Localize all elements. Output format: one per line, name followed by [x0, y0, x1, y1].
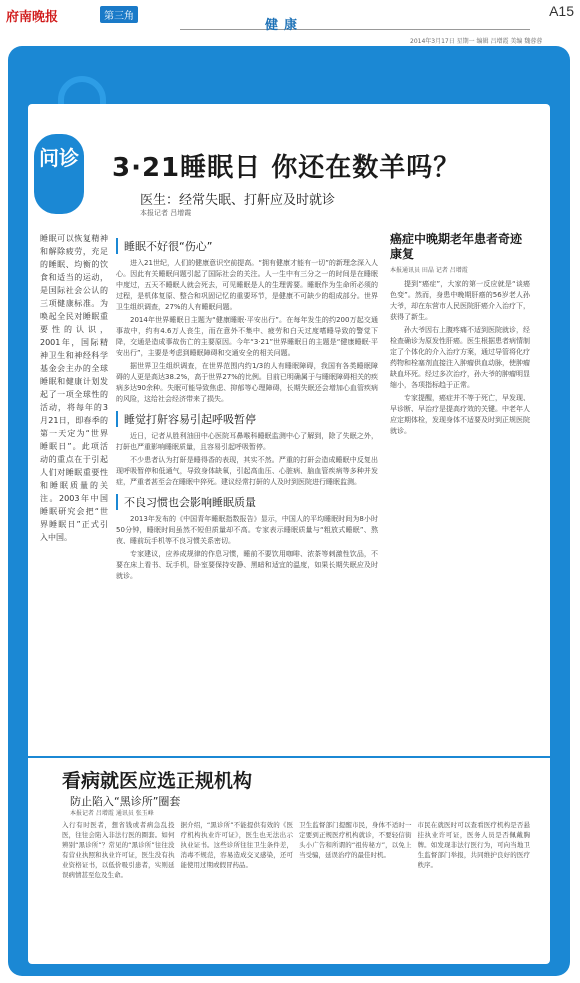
section-block — [116, 494, 378, 582]
paragraph: 近日，记者从胜利油田中心医院耳鼻喉科睡眠监测中心了解到，除了失眠之外，打鼾也严重影响睡眠质量，且容易引起呼吸暂停。 — [116, 432, 378, 451]
sidebar-article-title: 癌症中晚期老年患者奇迹康复 — [390, 232, 523, 261]
main-column — [116, 232, 378, 584]
lower-headline: 看病就医应选正规机构 — [62, 770, 253, 792]
newspaper-logo: 府南晚报 — [6, 10, 59, 25]
text-column: 卫生监督部门提醒市民，身体不适时一定要到正规医疗机构就诊，不要轻信街头小广告和所谓的“祖传秘方”，以免上当受骗，延误治疗的最佳时机。 — [299, 821, 412, 859]
paragraph: 进入21世纪，人们的健康意识空前提高。“拥有健康才能有一切”的新理念深入人心。因此有关睡眠问题引起了国际社会的关注。人一生中有三分之一的时间是在睡眠中度过，五天不睡眠人就会死去，可见睡眠是人的生理需要。睡眠作为生命所必须的过程，是机体复原、整合和巩固记忆的重要环节，是健康不可缺少的组成部分。世界卫生组织调查，27%的人有睡眠问题。 — [116, 259, 378, 311]
intro-sidebar: 睡眠可以恢复精神和解除疲劳，充足的睡眠、均衡的饮食和适当的运动，是国际社会公认的三项健康标准。为唤起全民对睡眠重要性的认识，2001年，国际精神卫生和神经科学基金会主办的全球睡眠和健康计划发起了一项全球性的活动，将每年的3月21日，即春季的第一天定为“世界睡眠日”。此项活动的重点在于引起人们对睡眠重要性和睡眠质量的关注。2003年中国睡眠研究会把“世界睡眠日”正式引入中国。 — [40, 234, 108, 542]
section-block — [116, 411, 378, 488]
section-heading: 睡眠不好很“伤心” — [116, 238, 378, 254]
paragraph: 不少患者认为打鼾是睡得香的表现，其实不然。严重的打鼾会造成睡眠中反复出现呼吸暂停和低通气，导致身体缺氧，引起高血压、心脏病、脑血管疾病等多种并发症，严重者甚至会在睡眠中猝死。建议经常打鼾的人及时到医院进行睡眠监测。 — [116, 456, 378, 486]
paragraph: 2014年世界睡眠日主题为“健康睡眠·平安出行”。在每年发生的约200万起交通事故中，约有4.6万人丧生，而在意外不集中、疲劳和白天过度嗜睡导致的警觉下降，交通是造成事故伤亡的主要原因。今年“3·21”世界睡眠日的主题是“健康睡眠·平安出行”，主要是考虑到睡眠障碍和交通安全的相关问题。 — [116, 316, 378, 357]
paragraph: 据世界卫生组织调查，在世界范围内约1/3的人有睡眠障碍，我国有各类睡眠障碍的人更是高达38.2%，高于世界27%的比例。目前已明确属于与睡眠障碍相关的疾病多达90余种。失眠可能导致焦虑、抑郁等心理障碍，长期失眠还会增加心血管疾病的风险，这给社会经济带来了损失。 — [116, 362, 378, 403]
section-title: 健康 — [265, 18, 304, 33]
text-column: 据介绍，“黑诊所”不能提供有效的《医疗机构执业许可证》，医生也无法出示执业证书。这些诊所往往卫生条件差，消毒不规范，容易造成交叉感染，还可能使用过期或假冒药品。 — [180, 821, 293, 869]
masthead — [0, 0, 580, 34]
article-subhead: 医生：经常失眠、打鼾应及时就诊 — [140, 193, 336, 208]
paragraph: 提到“癌症”，大家的第一反应就是“谈癌色变”。然而，身患中晚期肝癌的56岁老人孙大爷，却在东营市人民医院肝癌介入治疗下，获得了新生。 — [390, 280, 530, 321]
section-block — [116, 238, 378, 405]
consult-badge: 问诊 — [34, 134, 84, 214]
text-column: 市民在就医时可以查看医疗机构是否悬挂执业许可证，医务人员是否佩戴胸牌。如发现非法行医行为，可向当地卫生监督部门举报，共同维护良好的医疗秩序。 — [417, 821, 530, 869]
lower-subhead: 防止陷入“黑诊所”圈套 — [70, 795, 181, 808]
lower-columns — [62, 820, 530, 960]
paragraph: 专家提醒，癌症并不等于死亡，早发现、早诊断、早治疗是提高疗效的关键。中老年人应定期体检，发现身体不适要及时到正规医院就诊。 — [390, 394, 530, 435]
issue-meta: 2014年3月17日 星期一 编辑 吕增霞 美编 魏蓉蓉 — [410, 38, 543, 45]
article-headline: 3·21睡眠日 你还在数羊吗？ — [112, 153, 461, 183]
section-heading: 睡觉打鼾容易引起呼吸暂停 — [116, 411, 378, 427]
section-tag: 第三角 — [100, 6, 138, 23]
section-heading: 不良习惯也会影响睡眠质量 — [116, 494, 378, 510]
article-byline: 本报记者 吕增霞 — [140, 209, 192, 217]
sidebar-article-byline: 本报通讯员 田晶 记者 吕增霞 — [390, 267, 468, 274]
divider — [28, 756, 550, 758]
right-column — [390, 232, 530, 439]
masthead-bar — [180, 14, 530, 30]
text-column: 入行有时医者，想省钱或者病急乱投医，往往会陷入非法行医的圈套。如何辨别“黑诊所”？常见的“黑诊所”往往没有营业执照和执业许可证，医生没有执业资格证书，以低价吸引患者，实则延误病情甚至危及生命。 — [62, 821, 175, 879]
lower-byline: 本报记者 吕增霞 通讯员 张玉峰 — [70, 810, 154, 817]
paragraph: 2013年发布的《中国青年睡眠指数报告》显示，中国人的平均睡眠时间为8小时50分钟，睡眠时间虽然不短但质量却不高。专家表示睡眠质量与“粗放式睡眠”、熬夜、睡前玩手机等不良习惯关系密切。 — [116, 515, 378, 545]
page-number: A15 — [549, 3, 574, 19]
paragraph: 专家建议，应养成规律的作息习惯，睡前不要饮用咖啡、浓茶等刺激性饮品，不要在床上看书、玩手机，卧室要保持安静、黑暗和适宜的温度，如果长期失眠应及时就诊。 — [116, 550, 378, 580]
paragraph: 孙大爷因右上腹疼痛不适到医院就诊，经检查确诊为原发性肝癌。医生根据患者病情制定了个体化的介入治疗方案，通过导管将化疗药物和栓塞剂直接注入肿瘤供血动脉，使肿瘤缺血坏死。经过多次治疗，孙大爷的肿瘤明显缩小，各项指标趋于正常。 — [390, 326, 530, 389]
